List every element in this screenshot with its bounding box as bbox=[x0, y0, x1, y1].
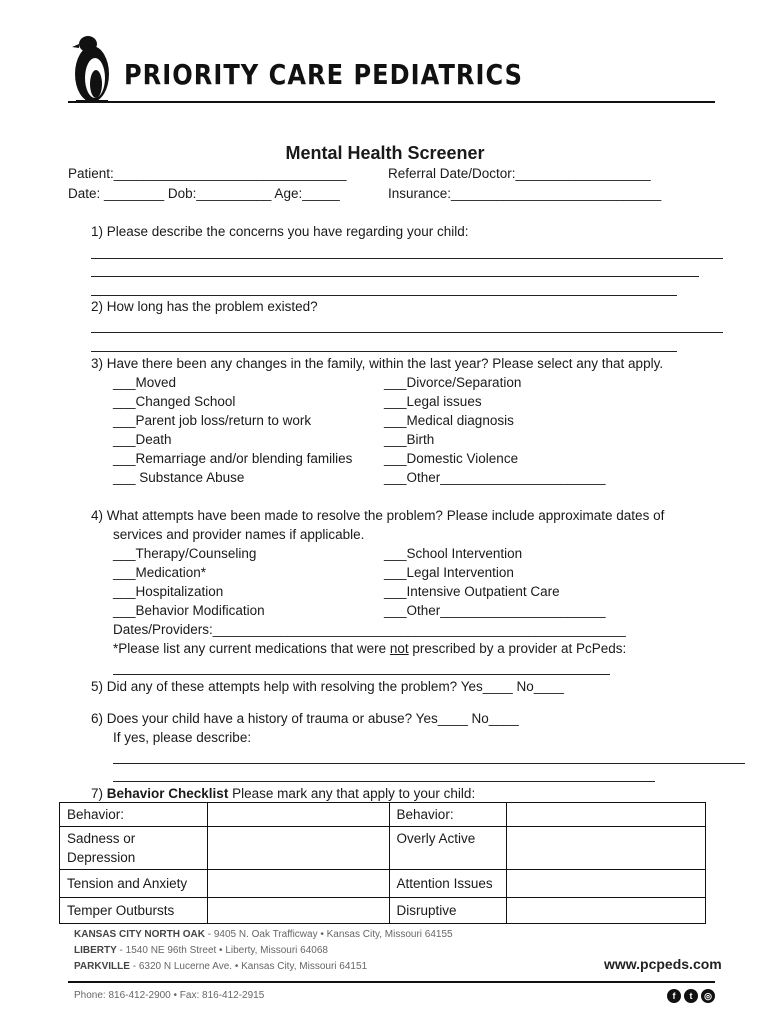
question-7-title: Behavior Checklist bbox=[106, 786, 229, 801]
option-birth[interactable]: ___Birth bbox=[384, 432, 435, 447]
question-7-num: 7) bbox=[91, 786, 107, 801]
option-substance-abuse[interactable]: ___ Substance Abuse bbox=[113, 470, 245, 485]
answer-line[interactable] bbox=[91, 276, 699, 277]
location-address: - 6320 N Lucerne Ave. • Kansas City, Missouri 64151 bbox=[129, 961, 368, 972]
behavior-checklist-table bbox=[59, 802, 706, 924]
option-hospitalization[interactable]: ___Hospitalization bbox=[113, 584, 224, 599]
checkbox-cell[interactable] bbox=[507, 827, 706, 870]
question-5[interactable]: 5) Did any of these attempts help with resolving the problem? Yes____ No____ bbox=[91, 679, 564, 694]
facebook-icon[interactable]: f bbox=[667, 989, 681, 1003]
question-6[interactable]: 6) Does your child have a history of trauma or abuse? Yes____ No____ bbox=[91, 711, 519, 726]
option-domestic-violence[interactable]: ___Domestic Violence bbox=[384, 451, 519, 466]
option-medication[interactable]: ___Medication* bbox=[113, 565, 207, 580]
option-moved[interactable]: ___Moved bbox=[113, 375, 177, 390]
behavior-label: Sadness or Depression bbox=[60, 827, 208, 870]
checkbox-cell[interactable] bbox=[207, 803, 389, 827]
option-therapy[interactable]: ___Therapy/Counseling bbox=[113, 546, 257, 561]
header-divider bbox=[68, 101, 715, 103]
answer-line[interactable] bbox=[91, 351, 677, 352]
insurance-field[interactable]: Insurance:____________________________ bbox=[388, 186, 662, 201]
question-3: 3) Have there been any changes in the family, within the last year? Please select any that apply. bbox=[91, 356, 664, 371]
page-title: Mental Health Screener bbox=[285, 143, 485, 163]
table-row bbox=[60, 827, 706, 870]
checkbox-cell[interactable] bbox=[207, 870, 389, 898]
checkbox-cell[interactable] bbox=[207, 827, 389, 870]
option-death[interactable]: ___Death bbox=[113, 432, 172, 447]
option-remarriage[interactable]: ___Remarriage and/or blending families bbox=[113, 451, 353, 466]
answer-line[interactable] bbox=[113, 781, 655, 782]
note-emphasis: not bbox=[389, 641, 409, 656]
location-kc-north-oak bbox=[74, 929, 453, 940]
location-name: KANSAS CITY NORTH OAK bbox=[74, 929, 205, 940]
checkbox-cell[interactable] bbox=[207, 898, 389, 924]
answer-line[interactable] bbox=[91, 332, 723, 333]
dates-providers-field[interactable]: Dates/Providers:_______________________________________________________ bbox=[113, 622, 626, 637]
question-1: 1) Please describe the concerns you have regarding your child: bbox=[91, 224, 469, 239]
behavior-label: Tension and Anxiety bbox=[60, 870, 208, 898]
medications-note bbox=[113, 641, 626, 656]
behavior-label: Overly Active bbox=[389, 827, 507, 870]
location-address: - 1540 NE 96th Street • Liberty, Missouri 64068 bbox=[116, 945, 328, 956]
table-row bbox=[60, 898, 706, 924]
note-text: prescribed by a provider at PcPeds: bbox=[408, 641, 627, 656]
question-7-text: Please mark any that apply to your child: bbox=[228, 786, 476, 801]
instagram-icon[interactable]: ◎ bbox=[701, 989, 715, 1003]
note-text: *Please list any current medications that were bbox=[113, 641, 390, 656]
checkbox-cell[interactable] bbox=[507, 870, 706, 898]
twitter-icon[interactable]: t bbox=[684, 989, 698, 1003]
option-other-attempt[interactable]: ___Other______________________ bbox=[384, 603, 606, 618]
brand-name: PRIORITY CARE PEDIATRICS bbox=[124, 58, 524, 91]
behavior-label: Temper Outbursts bbox=[60, 898, 208, 924]
question-7 bbox=[91, 786, 475, 801]
location-name: PARKVILLE bbox=[74, 961, 130, 972]
question-4-continued: services and provider names if applicable. bbox=[113, 527, 365, 542]
contact-info: Phone: 816-412-2900 • Fax: 816-412-2915 bbox=[74, 990, 265, 1001]
location-parkville bbox=[74, 961, 367, 972]
behavior-label: Attention Issues bbox=[389, 870, 507, 898]
website-link[interactable]: www.pcpeds.com bbox=[604, 956, 722, 972]
checkbox-cell[interactable] bbox=[507, 803, 706, 827]
answer-line[interactable] bbox=[91, 258, 723, 259]
option-intensive-outpatient[interactable]: ___Intensive Outpatient Care bbox=[384, 584, 560, 599]
footer-divider bbox=[68, 981, 715, 983]
penguin-logo bbox=[70, 34, 114, 104]
question-2: 2) How long has the problem existed? bbox=[91, 299, 318, 314]
behavior-label: Disruptive bbox=[389, 898, 507, 924]
patient-field[interactable]: Patient:_______________________________ bbox=[68, 166, 347, 181]
option-legal-intervention[interactable]: ___Legal Intervention bbox=[384, 565, 514, 580]
table-header-row bbox=[60, 803, 706, 827]
date-dob-age-field[interactable]: Date: ________ Dob:__________ Age:_____ bbox=[68, 186, 340, 201]
answer-line[interactable] bbox=[113, 674, 610, 675]
question-6-describe: If yes, please describe: bbox=[113, 730, 252, 745]
location-liberty bbox=[74, 945, 328, 956]
option-behavior-modification[interactable]: ___Behavior Modification bbox=[113, 603, 265, 618]
answer-line[interactable] bbox=[113, 763, 745, 764]
header-cell: Behavior: bbox=[389, 803, 507, 827]
answer-line[interactable] bbox=[91, 295, 677, 296]
checkbox-cell[interactable] bbox=[507, 898, 706, 924]
option-other[interactable]: ___Other______________________ bbox=[384, 470, 606, 485]
referral-field[interactable]: Referral Date/Doctor:__________________ bbox=[388, 166, 651, 181]
location-name: LIBERTY bbox=[74, 945, 117, 956]
option-school-intervention[interactable]: ___School Intervention bbox=[384, 546, 523, 561]
option-parent-job[interactable]: ___Parent job loss/return to work bbox=[113, 413, 312, 428]
question-4: 4) What attempts have been made to resolve the problem? Please include approximate dates of bbox=[91, 508, 665, 523]
table-row bbox=[60, 870, 706, 898]
option-legal-issues[interactable]: ___Legal issues bbox=[384, 394, 482, 409]
option-medical-diagnosis[interactable]: ___Medical diagnosis bbox=[384, 413, 514, 428]
option-divorce[interactable]: ___Divorce/Separation bbox=[384, 375, 522, 390]
option-changed-school[interactable]: ___Changed School bbox=[113, 394, 236, 409]
location-address: - 9405 N. Oak Trafficway • Kansas City, Missouri 64155 bbox=[204, 929, 453, 940]
header-cell: Behavior: bbox=[60, 803, 208, 827]
